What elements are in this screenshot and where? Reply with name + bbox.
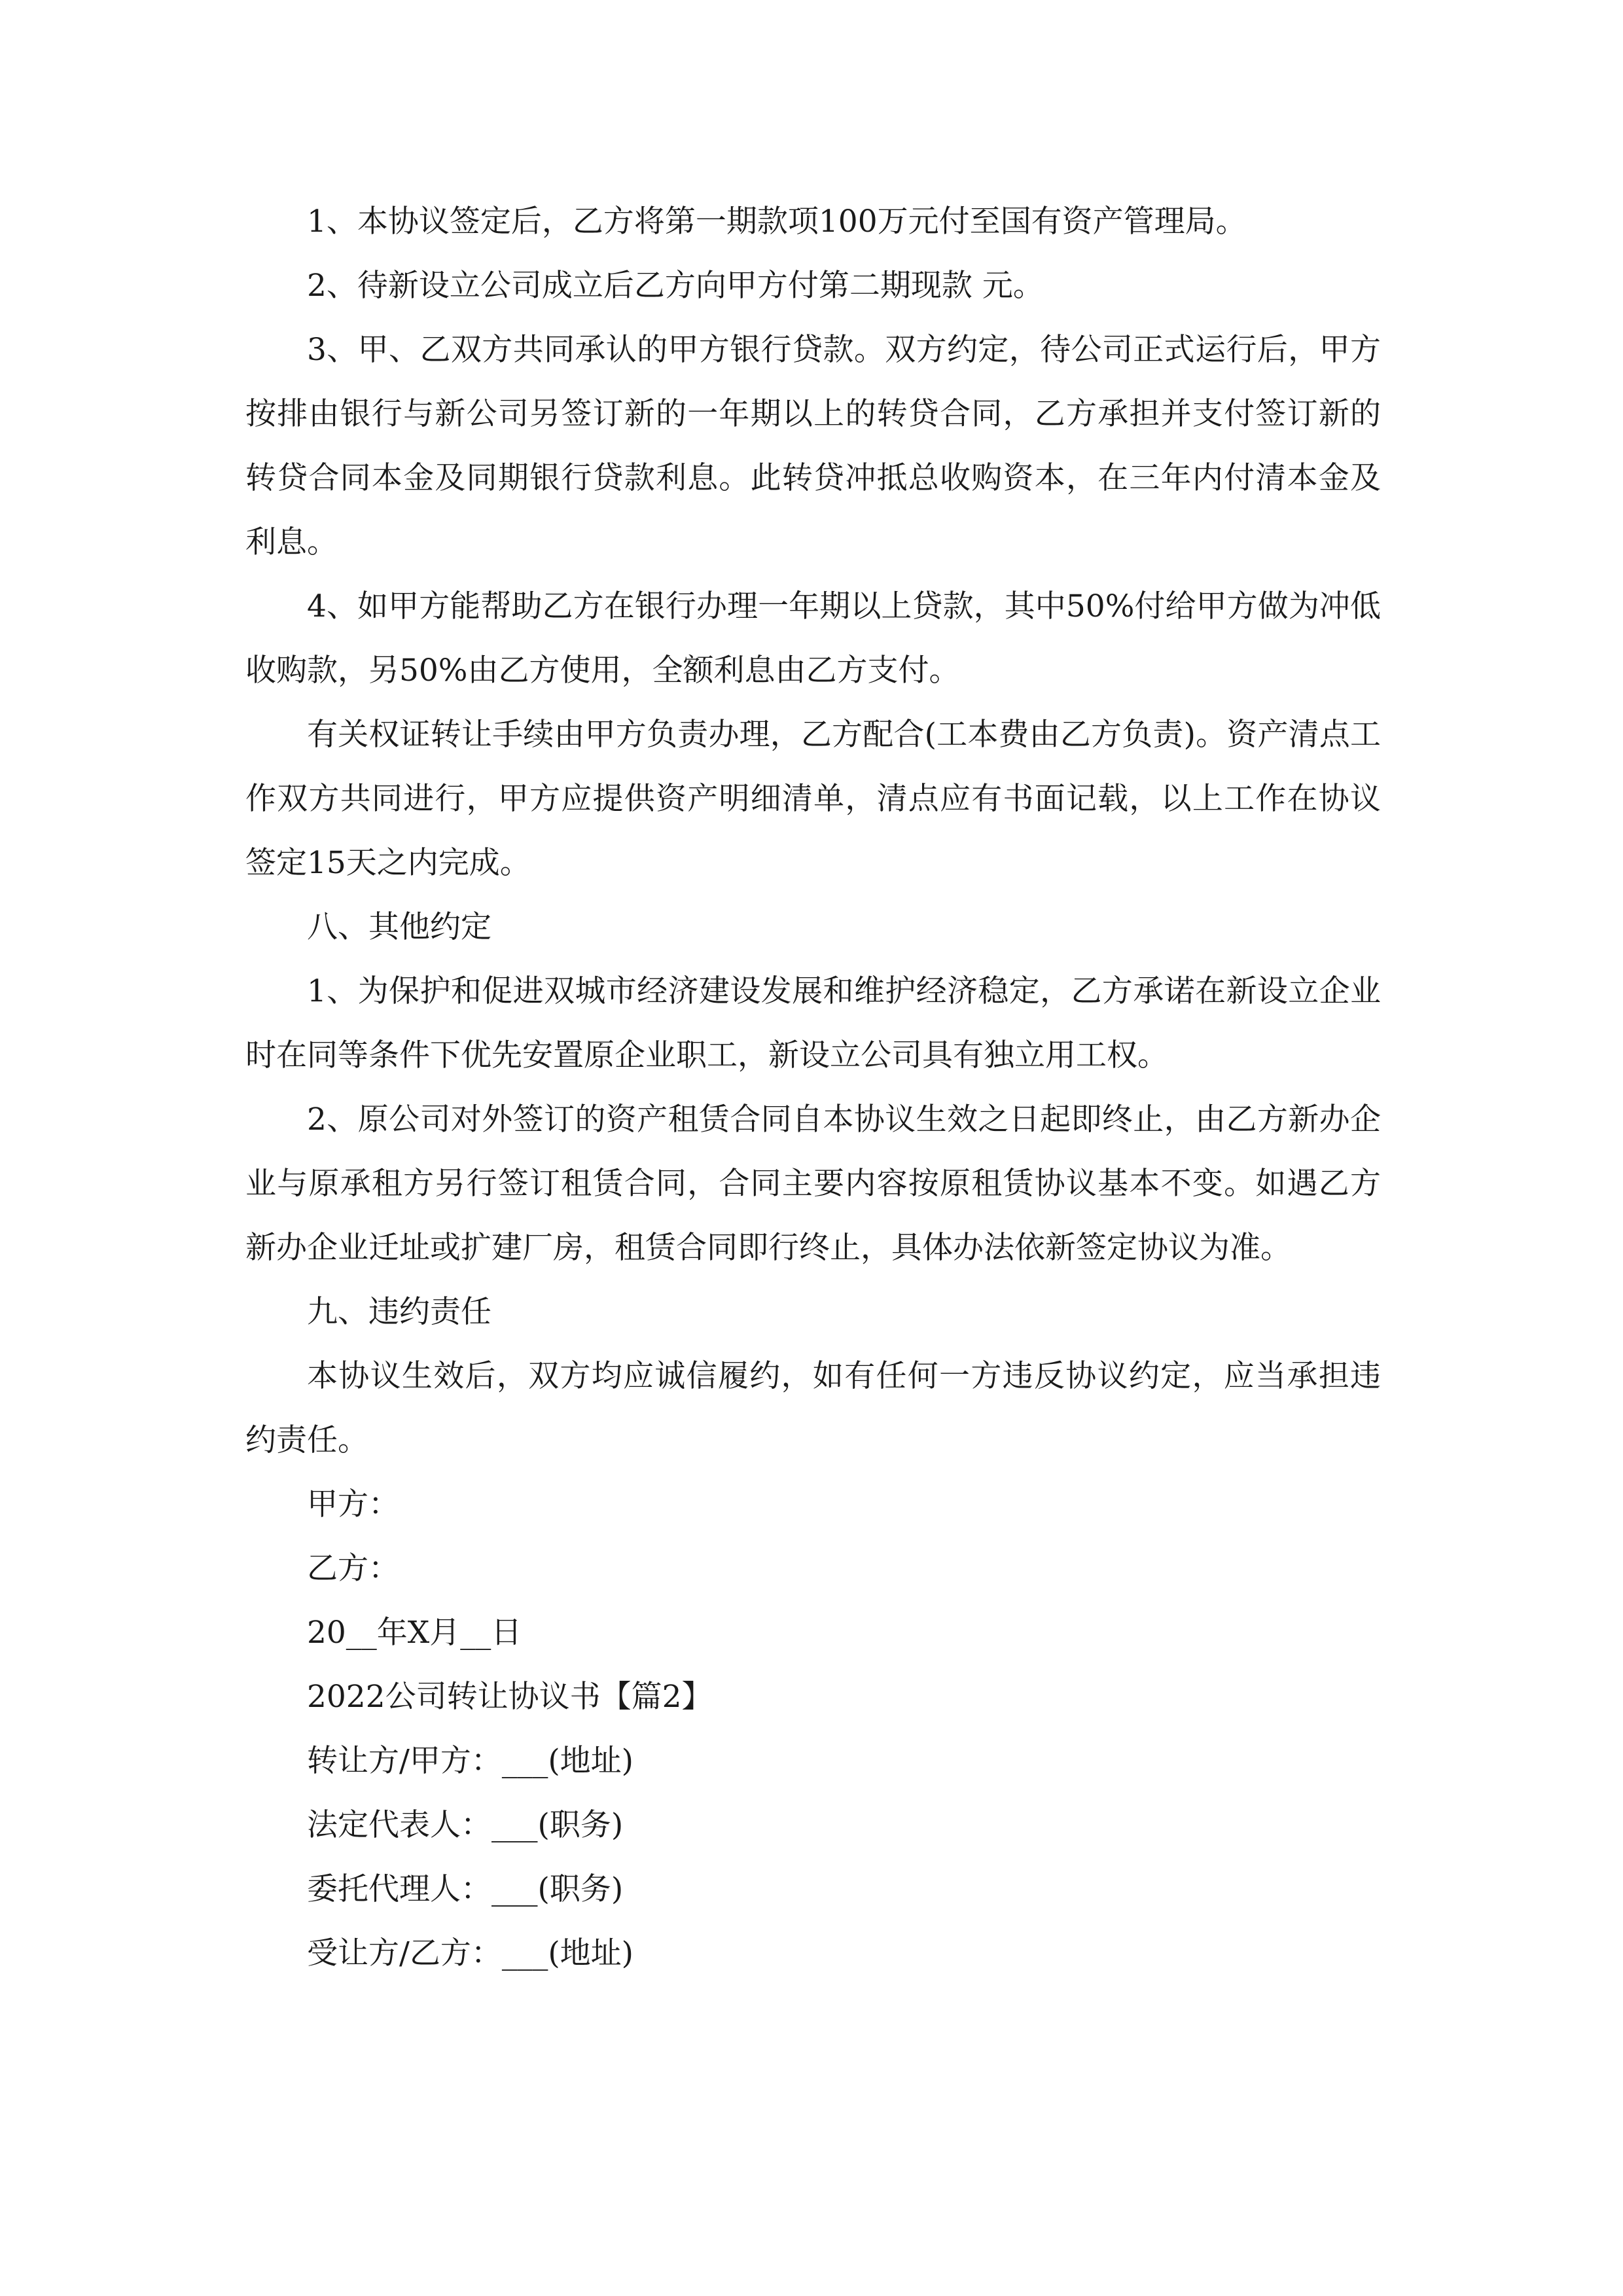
clause-3-loan: 3、甲、乙双方共同承认的甲方银行贷款。双方约定，待公司正式运行后，甲方按排由银行与新公司另签订新的一年期以上的转贷合同，乙方承担并支付签订新的转贷合同本金及同期银行贷款利息。此转贷冲抵总收购资本，在三年内付清本金及利息。 xyxy=(245,332,1381,560)
second-agreement-title: 2022公司转让协议书【篇2】 xyxy=(307,1679,713,1715)
party-a-signature: 甲方： xyxy=(307,1486,399,1522)
transferor-line: 转让方/甲方：___(地址) xyxy=(307,1743,634,1779)
clause-1-payment: 1、本协议签定后，乙方将第一期款项100万元付至国有资产管理局。 xyxy=(307,204,1247,240)
authorized-agent-line: 委托代理人：___(职务) xyxy=(307,1871,624,1907)
party-b-signature: 乙方： xyxy=(307,1551,399,1587)
breach-paragraph: 本协议生效后，双方均应诚信履约，如有任何一方违反协议约定，应当承担违约责任。 xyxy=(245,1358,1381,1458)
section-heading-breach: 九、违约责任 xyxy=(307,1294,491,1330)
clause-4-loan: 4、如甲方能帮助乙方在银行办理一年期以上贷款，其中50%付给甲方做为冲低收购款，另50%由乙方使用，全额利息由乙方支付。 xyxy=(245,588,1381,689)
transfer-procedure-paragraph: 有关权证转让手续由甲方负责办理，乙方配合(工本费由乙方负责)。资产清点工作双方共同进行，甲方应提供资产明细清单，清点应有书面记载，以上工作在协议签定15天之内完成。 xyxy=(245,717,1381,881)
other-terms-clause-1: 1、为保护和促进双城市经济建设发展和维护经济稳定，乙方承诺在新设立企业时在同等条件下优先安置原企业职工，新设立公司具有独立用工权。 xyxy=(245,973,1381,1073)
clause-2-payment: 2、待新设立公司成立后乙方向甲方付第二期现款 元。 xyxy=(307,268,1044,304)
transferee-line: 受让方/乙方：___(地址) xyxy=(307,1935,634,1971)
section-heading-other-terms: 八、其他约定 xyxy=(307,909,491,945)
other-terms-clause-2: 2、原公司对外签订的资产租赁合同自本协议生效之日起即终止，由乙方新办企业与原承租方另行签订租赁合同，合同主要内容按原租赁协议基本不变。如遇乙方新办企业迁址或扩建厂房，租赁合同即行终止，具体办法依新签定协议为准。 xyxy=(245,1102,1381,1266)
legal-representative-line: 法定代表人：___(职务) xyxy=(307,1807,624,1843)
document-body xyxy=(245,190,1381,1986)
signing-date: 20__年X月__日 xyxy=(307,1615,522,1651)
